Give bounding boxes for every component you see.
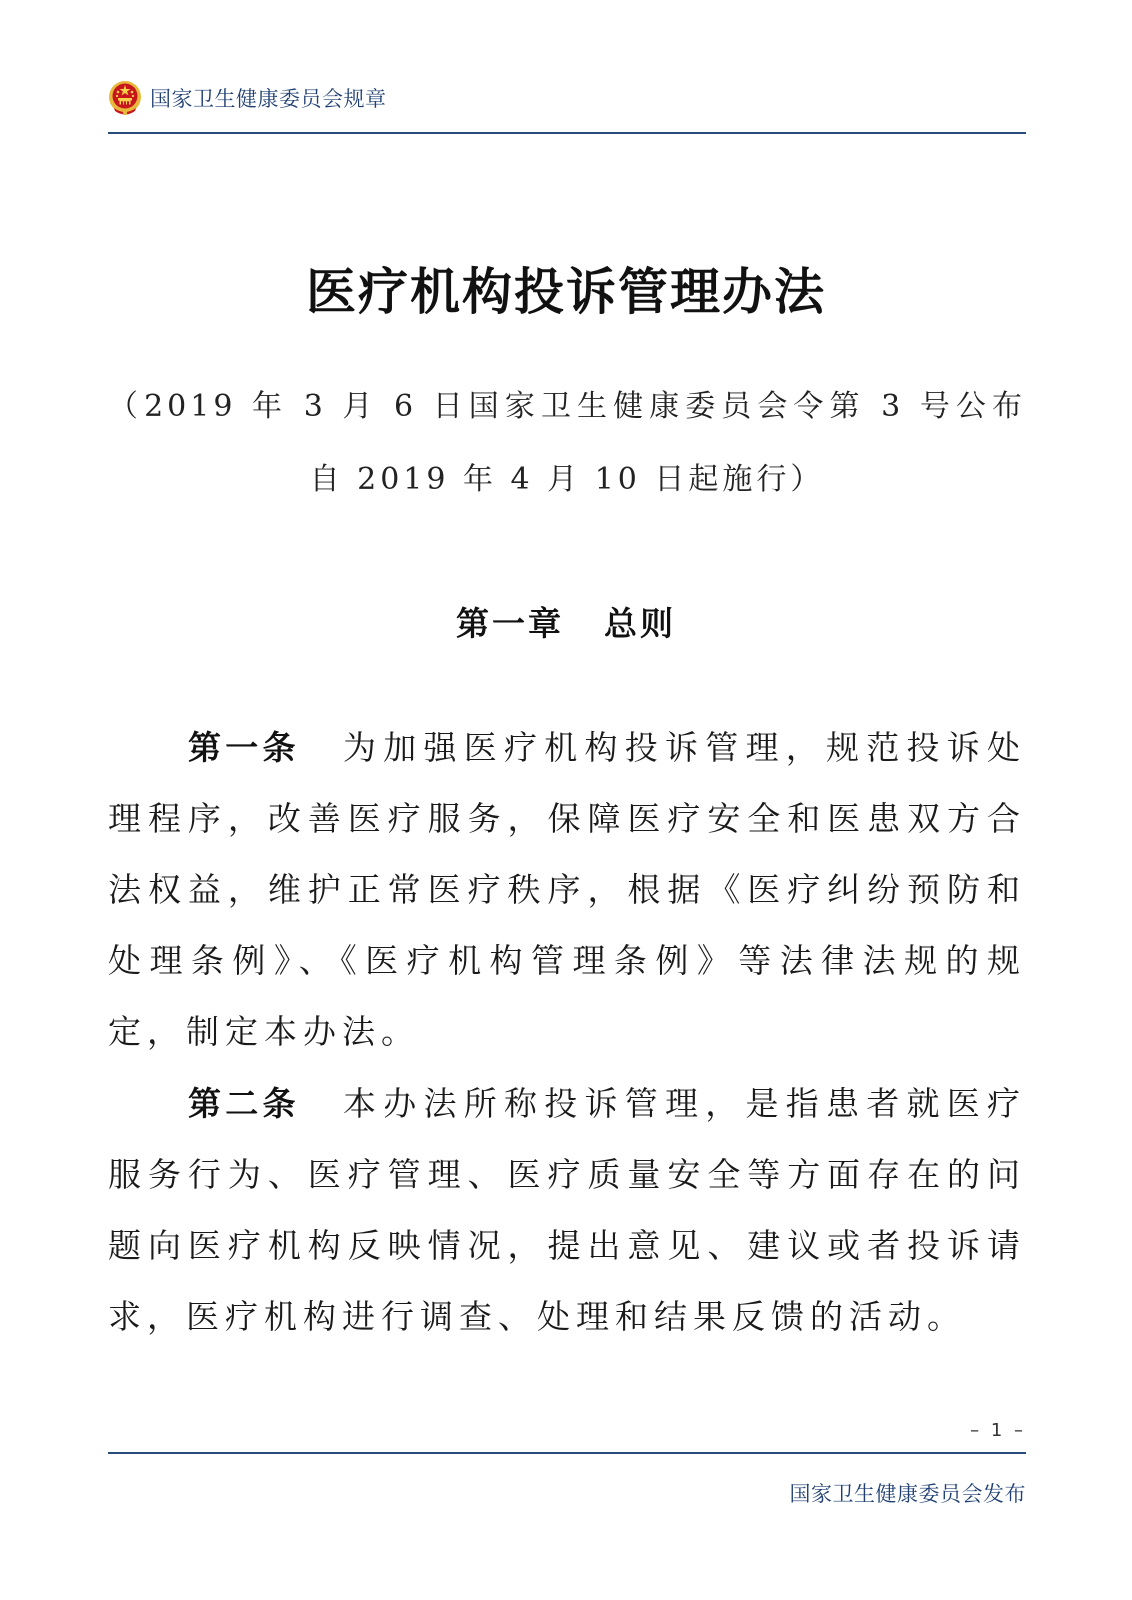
promulgation-note: （2019 年 3 月 6 日国家卫生健康委员会令第 3 号公布 自 2019 年 4 月 10 日起施行）	[108, 389, 1060, 497]
header-title: 国家卫生健康委员会规章	[150, 87, 387, 111]
article-1	[108, 712, 1026, 1067]
page-header	[108, 78, 387, 118]
page-number: – 1 –	[970, 1420, 1026, 1441]
article-text: 为加强医疗机构投诉管理，规范投诉处理程序，改善医疗服务，保障医疗安全和医患双方合法权益，维护正常医疗秩序，根据《医疗纠纷预防和处理条例》、《医疗机构管理条例》等法律法规的规定，制定本办法。	[108, 728, 1026, 1051]
footer-publisher: 国家卫生健康委员会发布	[789, 1482, 1026, 1506]
article-number: 第二条	[188, 1084, 300, 1123]
article-2	[108, 1068, 1026, 1352]
footer-divider	[108, 1452, 1026, 1454]
article-text: 本办法所称投诉管理，是指患者就医疗服务行为、医疗管理、医疗质量安全等方面存在的问题向医疗机构反映情况，提出意见、建议或者投诉请求，医疗机构进行调查、处理和结果反馈的活动。	[108, 1084, 1026, 1336]
chapter-name: 总则	[604, 604, 676, 643]
chapter-number: 第一章	[456, 604, 564, 643]
chapter-heading	[0, 598, 1132, 645]
header-divider	[108, 132, 1026, 134]
national-emblem-icon	[108, 80, 142, 116]
document-title: 医疗机构投诉管理办法	[306, 262, 826, 321]
article-number: 第一条	[188, 728, 300, 767]
